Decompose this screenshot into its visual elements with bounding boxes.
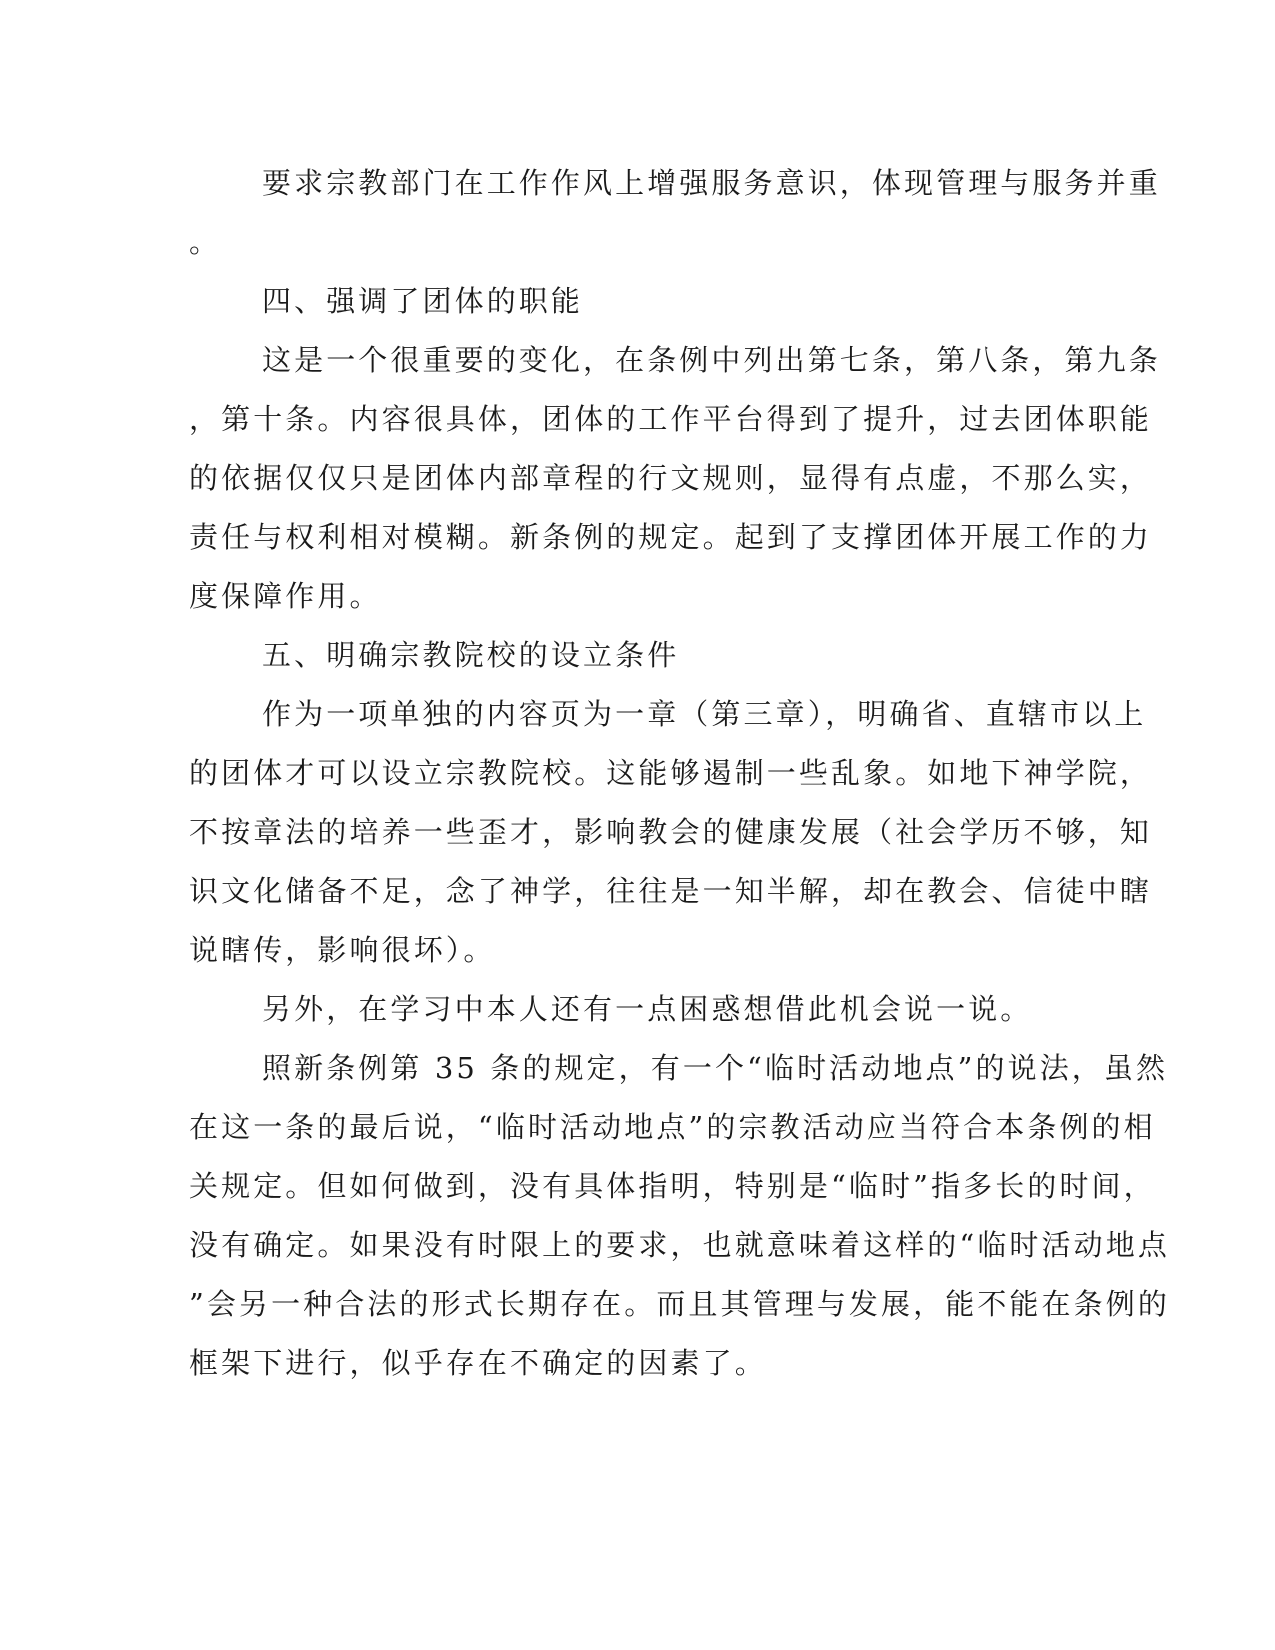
text-line: 不按章法的培养一些歪才，影响教会的健康发展（社会学历不够，知 bbox=[189, 815, 1153, 849]
text-line: 照新条例第 35 条的规定，有一个“临时活动地点”的说法，虽然 bbox=[262, 1051, 1169, 1085]
text-line: ”会另一种合法的形式长期存在。而且其管理与发展，能不能在条例的 bbox=[189, 1287, 1170, 1321]
text-line: 识文化储备不足，念了神学，往往是一知半解，却在教会、信徒中瞎 bbox=[189, 874, 1153, 908]
section-heading: 五、明确宗教院校的设立条件 bbox=[262, 638, 680, 672]
text-line: 度保障作用。 bbox=[189, 579, 382, 613]
text-line: 说瞎传，影响很坏）。 bbox=[189, 933, 496, 967]
text-line: 另外，在学习中本人还有一点困惑想借此机会说一说。 bbox=[262, 992, 1033, 1026]
section-heading: 四、强调了团体的职能 bbox=[262, 284, 584, 318]
text-line: 要求宗教部门在工作作风上增强服务意识，体现管理与服务并重 bbox=[262, 166, 1161, 200]
text-line: 没有确定。如果没有时限上的要求，也就意味着这样的“临时活动地点 bbox=[189, 1228, 1170, 1262]
text-line: 作为一项单独的内容页为一章（第三章），明确省、直辖市以上 bbox=[262, 697, 1147, 731]
text-line: 责任与权利相对模糊。新条例的规定。起到了支撑团体开展工作的力 bbox=[189, 520, 1153, 554]
text-line: 的依据仅仅只是团体内部章程的行文规则，显得有点虚，不那么实， bbox=[189, 461, 1153, 495]
text-line: ，第十条。内容很具体，团体的工作平台得到了提升，过去团体职能 bbox=[189, 402, 1153, 436]
text-line: 在这一条的最后说，“临时活动地点”的宗教活动应当符合本条例的相 bbox=[189, 1110, 1156, 1144]
text-line: 框架下进行，似乎存在不确定的因素了。 bbox=[189, 1346, 767, 1380]
text-line: 这是一个很重要的变化，在条例中列出第七条，第八条，第九条 bbox=[262, 343, 1161, 377]
text-line: 的团体才可以设立宗教院校。这能够遏制一些乱象。如地下神学院， bbox=[189, 756, 1153, 790]
text-line: 关规定。但如何做到，没有具体指明，特别是“临时”指多长的时间， bbox=[189, 1169, 1156, 1203]
text-line: 。 bbox=[189, 225, 222, 259]
